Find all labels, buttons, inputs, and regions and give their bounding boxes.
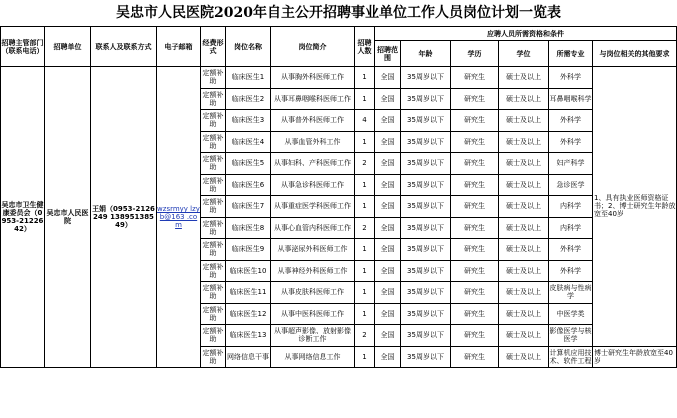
degree-cell: 硕士及以上 — [499, 196, 549, 218]
degree-cell: 硕士及以上 — [499, 260, 549, 282]
education-cell: 研究生 — [451, 196, 499, 218]
education-cell: 研究生 — [451, 67, 499, 89]
major-cell: 内科学 — [549, 217, 593, 239]
header-major: 所需专业 — [549, 41, 593, 67]
count-cell: 2 — [355, 217, 375, 239]
count-cell: 1 — [355, 131, 375, 153]
age-cell: 35周岁以下 — [401, 174, 451, 196]
post-name-cell: 临床医生11 — [226, 282, 271, 304]
post-desc-cell: 从事网络信息工作 — [271, 346, 355, 368]
education-cell: 研究生 — [451, 346, 499, 368]
header-other: 与岗位相关的其他要求 — [593, 41, 677, 67]
other-requirements-cell: 博士研究生年龄放宽至40岁 — [593, 346, 677, 368]
post-name-cell: 临床医生5 — [226, 153, 271, 175]
header-age: 年龄 — [401, 41, 451, 67]
scope-cell: 全国 — [375, 303, 401, 325]
funding-cell: 定额补助 — [201, 67, 226, 89]
header-funding: 经费形式 — [201, 27, 226, 67]
funding-cell: 定额补助 — [201, 196, 226, 218]
scope-cell: 全国 — [375, 325, 401, 347]
header-degree: 学位 — [499, 41, 549, 67]
post-desc-cell: 从事皮肤科医师工作 — [271, 282, 355, 304]
post-name-cell: 临床医生7 — [226, 196, 271, 218]
degree-cell: 硕士及以上 — [499, 110, 549, 132]
count-cell: 2 — [355, 153, 375, 175]
degree-cell: 硕士及以上 — [499, 67, 549, 89]
degree-cell: 硕士及以上 — [499, 174, 549, 196]
major-cell: 外科学 — [549, 67, 593, 89]
count-cell: 1 — [355, 196, 375, 218]
education-cell: 研究生 — [451, 239, 499, 261]
post-name-cell: 临床医生9 — [226, 239, 271, 261]
major-cell: 中医学类 — [549, 303, 593, 325]
major-cell: 外科学 — [549, 239, 593, 261]
post-desc-cell: 从事胸外科医师工作 — [271, 67, 355, 89]
degree-cell: 硕士及以上 — [499, 282, 549, 304]
post-desc-cell: 从事重症医学科医师工作 — [271, 196, 355, 218]
count-cell: 1 — [355, 239, 375, 261]
age-cell: 35周岁以下 — [401, 239, 451, 261]
post-name-cell: 临床医生13 — [226, 325, 271, 347]
education-cell: 研究生 — [451, 174, 499, 196]
education-cell: 研究生 — [451, 325, 499, 347]
post-desc-cell: 从事急诊科医师工作 — [271, 174, 355, 196]
post-desc-cell: 从事耳鼻咽喉科医师工作 — [271, 88, 355, 110]
major-cell: 外科学 — [549, 131, 593, 153]
unit-cell: 吴忠市人民医院 — [45, 67, 91, 368]
scope-cell: 全国 — [375, 196, 401, 218]
education-cell: 研究生 — [451, 153, 499, 175]
post-name-cell: 临床医生8 — [226, 217, 271, 239]
funding-cell: 定额补助 — [201, 325, 226, 347]
degree-cell: 硕士及以上 — [499, 88, 549, 110]
major-cell: 外科学 — [549, 260, 593, 282]
post-name-cell: 临床医生4 — [226, 131, 271, 153]
post-name-cell: 网络信息干事 — [226, 346, 271, 368]
scope-cell: 全国 — [375, 346, 401, 368]
contact-cell: 王娟（0953-2126249 13895138549） — [91, 67, 157, 368]
scope-cell: 全国 — [375, 174, 401, 196]
age-cell: 35周岁以下 — [401, 110, 451, 132]
age-cell: 35周岁以下 — [401, 196, 451, 218]
funding-cell: 定额补助 — [201, 174, 226, 196]
age-cell: 35周岁以下 — [401, 67, 451, 89]
other-requirements-cell: 1、具有执业医师资格证书；2、博士研究生年龄放宽至40岁 — [593, 67, 677, 347]
age-cell: 35周岁以下 — [401, 153, 451, 175]
scope-cell: 全国 — [375, 131, 401, 153]
age-cell: 35周岁以下 — [401, 282, 451, 304]
header-conditions: 应聘人员所需资格和条件 — [375, 27, 677, 41]
age-cell: 35周岁以下 — [401, 325, 451, 347]
funding-cell: 定额补助 — [201, 346, 226, 368]
scope-cell: 全国 — [375, 282, 401, 304]
age-cell: 35周岁以下 — [401, 131, 451, 153]
education-cell: 研究生 — [451, 260, 499, 282]
post-desc-cell: 从事神经外科医师工作 — [271, 260, 355, 282]
education-cell: 研究生 — [451, 282, 499, 304]
age-cell: 35周岁以下 — [401, 88, 451, 110]
scope-cell: 全国 — [375, 153, 401, 175]
funding-cell: 定额补助 — [201, 110, 226, 132]
header-scope: 招聘范围 — [375, 41, 401, 67]
count-cell: 1 — [355, 303, 375, 325]
email-cell — [157, 67, 201, 368]
funding-cell: 定额补助 — [201, 282, 226, 304]
post-name-cell: 临床医生10 — [226, 260, 271, 282]
funding-cell: 定额补助 — [201, 131, 226, 153]
post-desc-cell: 从事心血管内科医师工作 — [271, 217, 355, 239]
count-cell: 1 — [355, 346, 375, 368]
header-unit: 招聘单位 — [45, 27, 91, 67]
scope-cell: 全国 — [375, 239, 401, 261]
education-cell: 研究生 — [451, 303, 499, 325]
major-cell: 外科学 — [549, 110, 593, 132]
count-cell: 1 — [355, 260, 375, 282]
post-desc-cell: 从事妇科、产科医师工作 — [271, 153, 355, 175]
degree-cell: 硕士及以上 — [499, 303, 549, 325]
degree-cell: 硕士及以上 — [499, 153, 549, 175]
education-cell: 研究生 — [451, 131, 499, 153]
post-name-cell: 临床医生12 — [226, 303, 271, 325]
degree-cell: 硕士及以上 — [499, 131, 549, 153]
major-cell: 内科学 — [549, 196, 593, 218]
header-count: 招聘人数 — [355, 27, 375, 67]
header-education: 学历 — [451, 41, 499, 67]
header-dept: 招聘主管部门（联系电话） — [1, 27, 45, 67]
scope-cell: 全国 — [375, 67, 401, 89]
education-cell: 研究生 — [451, 110, 499, 132]
degree-cell: 硕士及以上 — [499, 239, 549, 261]
dept-cell: 吴忠市卫生健康委员会（0953-2122642） — [1, 67, 45, 368]
post-desc-cell: 从事中医科医师工作 — [271, 303, 355, 325]
age-cell: 35周岁以下 — [401, 346, 451, 368]
header-post-desc: 岗位简介 — [271, 27, 355, 67]
count-cell: 1 — [355, 282, 375, 304]
post-name-cell: 临床医生6 — [226, 174, 271, 196]
education-cell: 研究生 — [451, 217, 499, 239]
major-cell: 计算机应用技术、软件工程 — [549, 346, 593, 368]
count-cell: 1 — [355, 67, 375, 89]
header-post-name: 岗位名称 — [226, 27, 271, 67]
header-contact: 联系人及联系方式 — [91, 27, 157, 67]
funding-cell: 定额补助 — [201, 260, 226, 282]
post-name-cell: 临床医生2 — [226, 88, 271, 110]
education-cell: 研究生 — [451, 88, 499, 110]
post-desc-cell: 从事超声影像、放射影像诊断工作 — [271, 325, 355, 347]
major-cell: 急诊医学 — [549, 174, 593, 196]
funding-cell: 定额补助 — [201, 88, 226, 110]
scope-cell: 全国 — [375, 260, 401, 282]
job-plan-table — [0, 26, 677, 368]
count-cell: 4 — [355, 110, 375, 132]
post-desc-cell: 从事泌尿外科医师工作 — [271, 239, 355, 261]
degree-cell: 硕士及以上 — [499, 325, 549, 347]
count-cell: 1 — [355, 174, 375, 196]
scope-cell: 全国 — [375, 110, 401, 132]
degree-cell: 硕士及以上 — [499, 346, 549, 368]
post-name-cell: 临床医生1 — [226, 67, 271, 89]
table-row — [1, 67, 677, 89]
header-email: 电子邮箱 — [157, 27, 201, 67]
scope-cell: 全国 — [375, 217, 401, 239]
scope-cell: 全国 — [375, 88, 401, 110]
funding-cell: 定额补助 — [201, 217, 226, 239]
funding-cell: 定额补助 — [201, 239, 226, 261]
major-cell: 妇产科学 — [549, 153, 593, 175]
age-cell: 35周岁以下 — [401, 260, 451, 282]
major-cell: 皮肤病与性病学 — [549, 282, 593, 304]
funding-cell: 定额补助 — [201, 303, 226, 325]
age-cell: 35周岁以下 — [401, 303, 451, 325]
count-cell: 1 — [355, 88, 375, 110]
count-cell: 2 — [355, 325, 375, 347]
degree-cell: 硕士及以上 — [499, 217, 549, 239]
funding-cell: 定额补助 — [201, 153, 226, 175]
post-desc-cell: 从事普外科医师工作 — [271, 110, 355, 132]
page-title: 吴忠市人民医院2020年自主公开招聘事业单位工作人员岗位计划一览表 — [116, 5, 561, 21]
major-cell: 影像医学与核医学 — [549, 325, 593, 347]
age-cell: 35周岁以下 — [401, 217, 451, 239]
major-cell: 耳鼻咽喉科学 — [549, 88, 593, 110]
email-link[interactable]: wzsrmyy lzyb@163 .com — [157, 205, 200, 229]
post-desc-cell: 从事血管外科工作 — [271, 131, 355, 153]
post-name-cell: 临床医生3 — [226, 110, 271, 132]
